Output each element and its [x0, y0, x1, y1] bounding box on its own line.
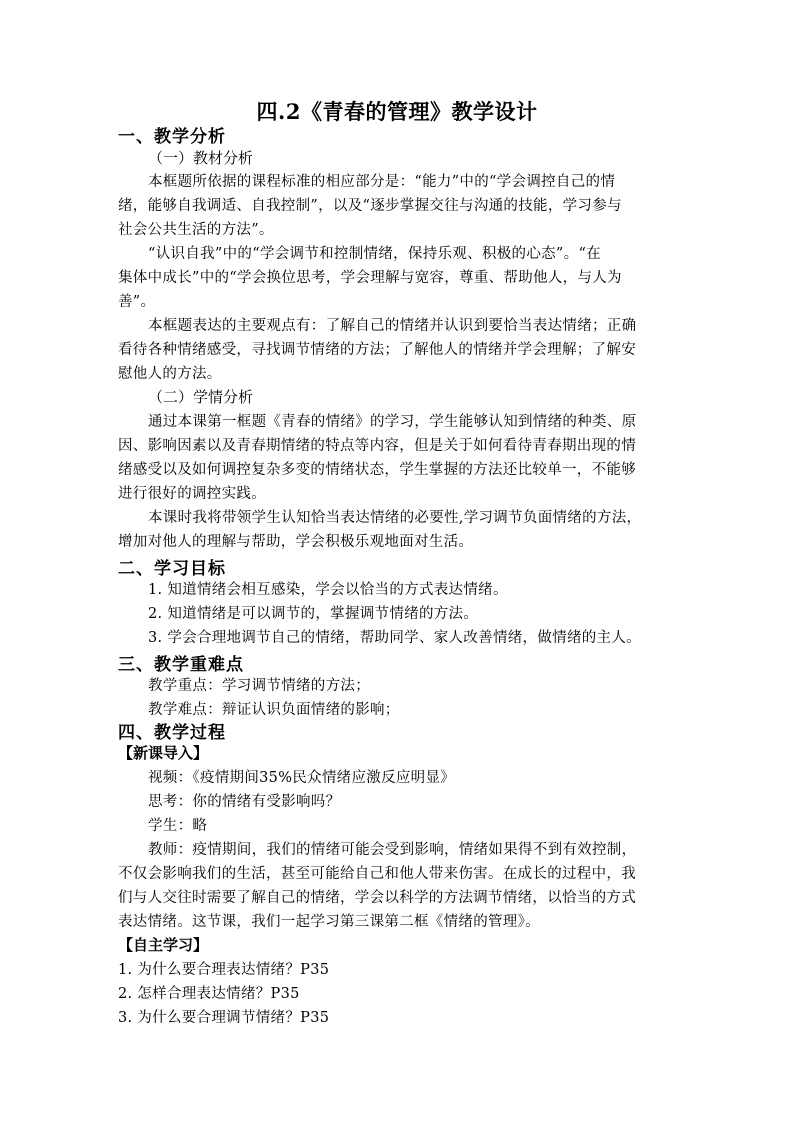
paragraph-line: 看待各种情绪感受，寻找调节情绪的方法；了解他人的情绪并学会理解；了解安	[118, 342, 636, 358]
think-line: 思考：你的情绪有受影响吗？	[148, 794, 341, 810]
paragraph-line: 社会公共生活的方法”。	[118, 222, 274, 238]
section-heading-goals: 二、学习目标	[118, 559, 226, 579]
paragraph-line: 绪，能够自我调适、自我控制”，以及“逐步掌握交往与沟通的技能，学习参与	[118, 198, 622, 214]
paragraph-line: 不仅会影响我们的生活，甚至可能给自己和他人带来伤害。在成长的过程中，我	[118, 866, 636, 882]
paragraph-line: 们与人交往时需要了解自己的情绪，学会以科学的方法调节情绪，以恰当的方式	[118, 890, 636, 906]
paragraph-line: 进行很好的调控实践。	[118, 486, 266, 502]
section-heading-process: 四、教学过程	[118, 723, 226, 743]
paragraph-line: 慰他人的方法。	[118, 366, 222, 382]
goal-item: 1. 知道情绪会相互感染，学会以恰当的方式表达情绪。	[148, 582, 508, 598]
tag-self-study: 【自主学习】	[118, 936, 209, 954]
key-point-line: 教学重点：学习调节情绪的方法；	[148, 678, 370, 694]
paragraph-line: 本课时我将带领学生认知恰当表达情绪的必要性,学习调节负面情绪的方法，	[148, 510, 642, 526]
paragraph-line: 本框题表达的主要观点有：了解自己的情绪并认识到要恰当表达情绪；正确	[148, 318, 637, 334]
paragraph-line: 通过本课第一框题《青春的情绪》的学习，学生能够认知到情绪的种类、原	[148, 414, 637, 430]
goal-item: 2. 知道情绪是可以调节的，掌握调节情绪的方法。	[148, 606, 479, 622]
paragraph-line: 教师：疫情期间，我们的情绪可能会受到影响，情绪如果得不到有效控制，	[148, 842, 637, 858]
student-line: 学生：略	[148, 818, 208, 834]
video-line: 视频：《疫情期间35%民众情绪应激反应明显》	[148, 770, 456, 786]
tag-new-lesson: 【新课导入】	[118, 744, 209, 762]
section-heading-analysis: 一、教学分析	[118, 127, 226, 147]
paragraph-line: 因、影响因素以及青春期情绪的特点等内容，但是关于如何看待青春期出现的情	[118, 438, 636, 454]
paragraph-line: 表达情绪。这节课，我们一起学习第三课第二框《情绪的管理》。	[118, 914, 540, 930]
paragraph-line: 增加对他人的理解与帮助，学会积极乐观地面对生活。	[118, 534, 474, 550]
subheading-textbook: （一）教材分析	[148, 149, 254, 167]
subheading-learner: （二）学情分析	[148, 388, 254, 406]
paragraph-line: 绪感受以及如何调控复杂多变的情绪状态，学生掌握的方法还比较单一，不能够	[118, 462, 636, 478]
paragraph-line: 本框题所依据的课程标准的相应部分是：“能力”中的“学会调控自己的情	[148, 174, 616, 190]
question-item: 2. 怎样合理表达情绪？P35	[118, 986, 300, 1002]
difficulty-line: 教学难点：辩证认识负面情绪的影响；	[148, 702, 400, 718]
question-item: 1. 为什么要合理表达情绪？P35	[118, 962, 330, 978]
document-title: 四.2《青春的管理》教学设计	[256, 99, 538, 124]
goal-item: 3. 学会合理地调节自己的情绪，帮助同学、家人改善情绪，做情绪的主人。	[148, 630, 641, 646]
section-heading-key-points: 三、教学重难点	[118, 655, 244, 675]
paragraph-line: 善”。	[118, 294, 156, 310]
paragraph-line: “认识自我”中的“学会调节和控制情绪，保持乐观、积极的心态”。“在	[148, 246, 601, 262]
question-item: 3. 为什么要合理调节情绪？P35	[118, 1010, 330, 1026]
paragraph-line: 集体中成长”中的“学会换位思考，学会理解与宽容，尊重、帮助他人，与人为	[118, 270, 622, 286]
